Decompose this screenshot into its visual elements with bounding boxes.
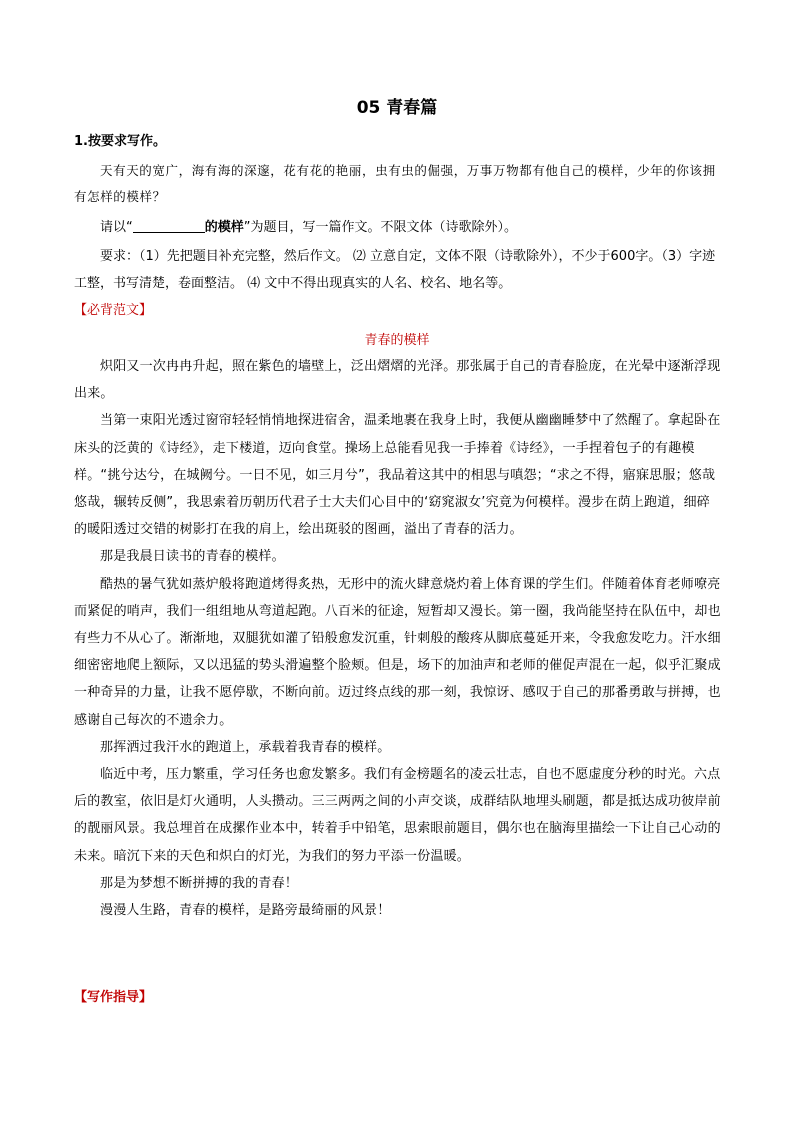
essay-paragraph: 炽阳又一次冉冉升起，照在紫色的墙壁上，泛出熠熠的光泽。那张属于自己的青春脸庞，在光晕中逐渐浮现出来。	[74, 359, 721, 402]
essay-paragraph: 临近中考，压力繁重，学习任务也愈发繁多。我们有金榜题名的凌云壮志，自也不愿虚度分秒的时光。六点后的教室，依旧是灯火通明，人头攒动。三三两两之间的小声交谈，成群结队地埋头刷题，都是抵达成功彼岸前的靓丽风景。我总埋首在成摞作业本中，转着手中铅笔，思索眼前题目，偶尔也在脑海里描绘一下让自己心动的未来。暗沉下来的天色和炽白的灯光，为我们的努力平添一份温暖。	[74, 767, 721, 864]
instruction-title-suffix: 的模样	[204, 220, 244, 235]
essay-paragraph: 那是我晨日读书的青春的模样。	[100, 549, 285, 565]
essay-paragraph: 那是为梦想不断拼搏的我的青春！	[100, 875, 299, 891]
task-heading: 1.按要求写作。	[74, 134, 166, 149]
requirements: 要求：（1）先把题目补充完整，然后作文。 ⑵ 立意自定，文体不限（诗歌除外），不少于600字。（3）字迹工整，书写清楚，卷面整洁。 ⑷ 文中不得出现真实的人名、校名、地名等。	[74, 249, 716, 291]
essay-paragraph: 漫漫人生路，青春的模样，是路旁最绮丽的风景！	[100, 903, 391, 919]
section-writing-guide: 【写作指导】	[74, 990, 153, 1005]
essay-paragraph: 那挥洒过我汗水的跑道上，承载着我青春的模样。	[100, 739, 391, 755]
essay-paragraph: 当第一束阳光透过窗帘轻轻悄悄地探进宿舍，温柔地裹在我身上时，我便从幽幽睡梦中了然醒了。拿起卧在床头的泛黄的《诗经》，走下楼道，迈向食堂。操场上总能看见我一手捧着《诗经》，一手捏着包子的有趣模样。“挑兮达兮，在城阙兮。一日不见，如三月兮”，我品着这其中的相思与嗔怨；“求之不得，寤寐思服；悠哉悠哉，辗转反侧”，我思索着历朝历代君子士大夫们心目中的‘窈窕淑女’究竟为何模样。漫步在荫上跑道，细碎的暖阳透过交错的树影打在我的肩上，绘出斑驳的图画，溢出了青春的活力。	[74, 413, 721, 538]
essay-paragraph: 酷热的暑气犹如蒸炉般将跑道烤得炙热，无形中的流火肆意烧灼着上体育课的学生们。伴随着体育老师嘹亮而紧促的哨声，我们一组组地从弯道起跑。八百米的征途，短暂却又漫长。第一圈，我尚能坚持在队伍中，却也有些力不从心了。渐渐地，双腿犹如灌了铅般愈发沉重，针刺般的酸疼从脚底蔓延开来，令我愈发吃力。汗水细细密密地爬上额际，又以迅猛的势头滑遍整个脸颊。但是，场下的加油声和老师的催促声混在一起，似乎汇聚成一种奇异的力量，让我不愿停歇，不断向前。迈过终点线的那一刻，我惊讶、感叹于自己的那番勇敢与拼搏，也感谢自己每次的不遗余力。	[74, 576, 721, 728]
essay-title: 青春的模样	[364, 333, 430, 348]
title-blank	[133, 218, 205, 233]
section-model-essay: 【必背范文】	[74, 303, 153, 318]
instruction-line	[74, 214, 722, 241]
instruction-rest: ”为题目，写一篇作文。不限文体（诗歌除外）。	[243, 220, 518, 235]
prompt-body: 天有天的宽广，海有海的深邃，花有花的艳丽，虫有虫的倔强，万事万物都有他自己的模样，少年的你该拥有怎样的模样？	[74, 163, 716, 204]
prompt-text	[74, 158, 722, 210]
essay-body	[74, 353, 722, 924]
instruction-prefix: 请以“	[100, 220, 133, 235]
page-title: 05 青春篇	[356, 98, 438, 118]
